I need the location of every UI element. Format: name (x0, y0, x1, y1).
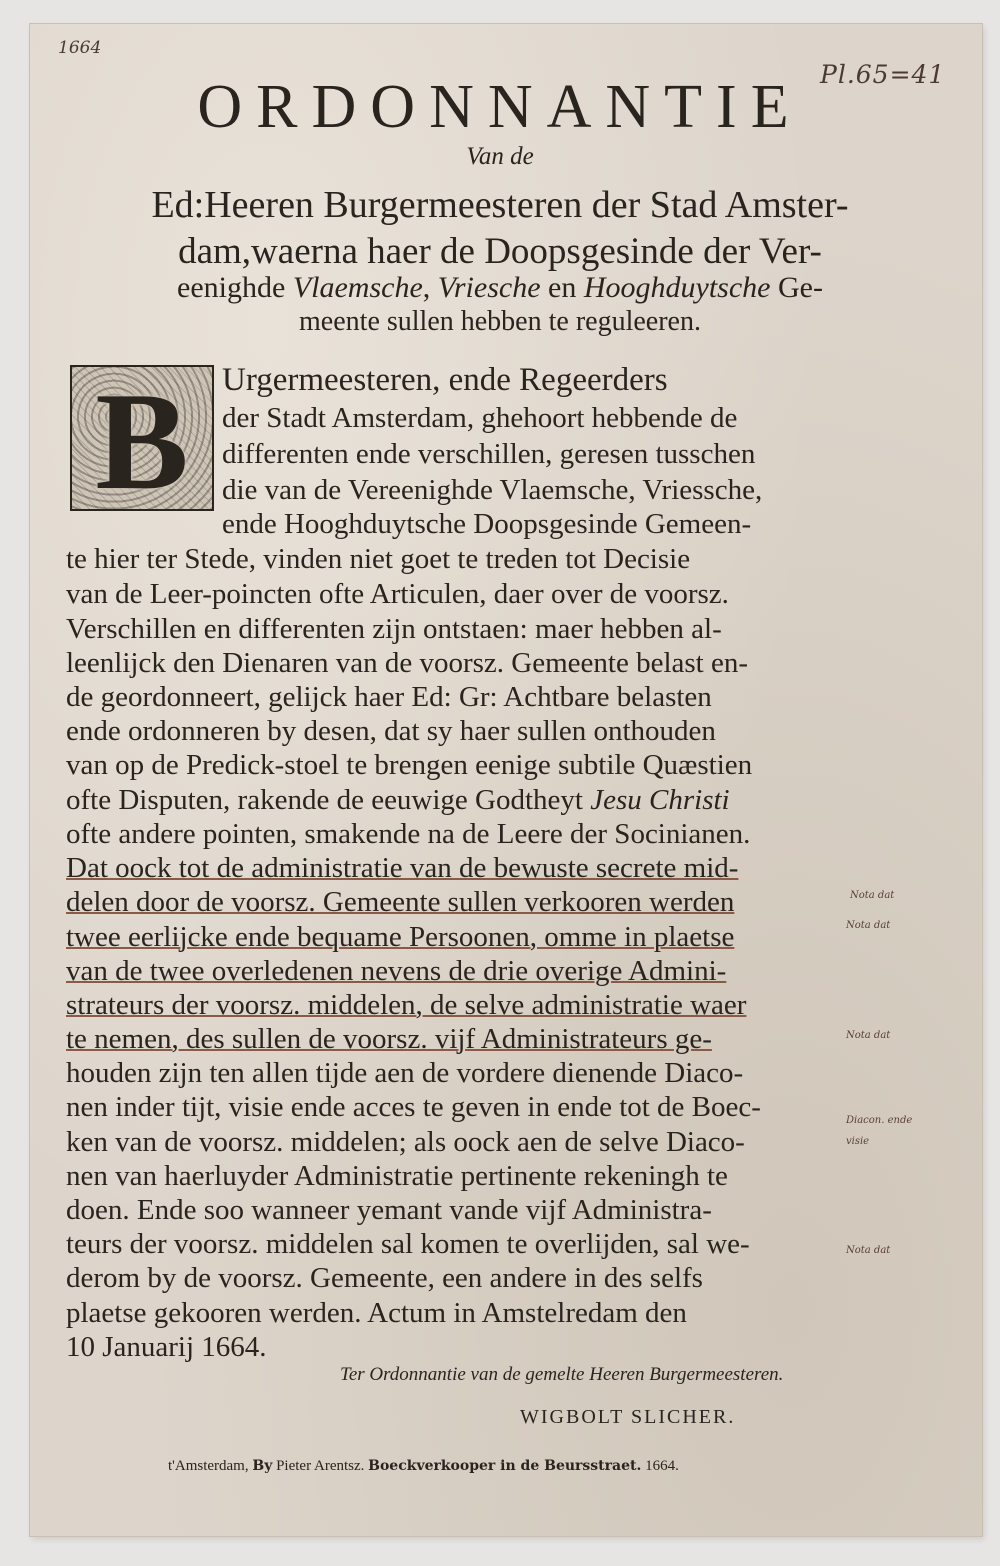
imprint-printer: Pieter Arentsz. (272, 1458, 369, 1474)
decorated-initial-letter: B (95, 364, 189, 519)
decorated-initial (70, 364, 214, 519)
body-line-6: te hier ter Stede, vinden niet goet te treden tot Decisie (66, 543, 691, 575)
body-line-12: van op de Predick-stoel te brengen eenige subtile Quæstien (66, 749, 753, 781)
signatory-name: WIGBOLT SLICHER. (520, 1406, 736, 1428)
body-line-5: ende Hooghduytsche Doopsgesinde Gemeen- (222, 508, 752, 540)
heading-line-3-pre: eenighde (177, 271, 293, 304)
attestation-line: Ter Ordonnantie van de gemelte Heeren Burgermeesteren. (340, 1364, 784, 1385)
heading-vlaemsche: Vlaemsche (292, 271, 423, 304)
heading-line-3-post: Ge- (770, 271, 823, 304)
body-line-16: delen door de voorsz. Gemeente sullen verkooren werden (66, 886, 735, 918)
handwritten-year-note: 1664 (58, 38, 102, 58)
imprint-place: t'Amsterdam, (168, 1458, 253, 1474)
document-title: ORDONNANTIE (197, 73, 803, 141)
body-line-23: ken van de voorsz. middelen; als oock aen de selve Diaco- (66, 1126, 745, 1158)
heading-hooghduytsche: Hooghduytsche (583, 271, 771, 304)
printer-imprint (168, 1458, 679, 1475)
imprint-by: By (252, 1458, 273, 1474)
body-line-10: de geordonneert, gelijck haer Ed: Gr: Achtbare belasten (66, 681, 712, 713)
body-line-26: teurs der voorsz. middelen sal komen te overlijden, sal we- (66, 1228, 750, 1260)
body-line-9: leenlijck den Dienaren van de voorsz. Gemeente belast en- (66, 647, 749, 679)
body-line-18: van de twee overledenen nevens de drie overige Admini- (66, 955, 727, 987)
margin-note-5: visie (846, 1136, 870, 1147)
body-line-13-text: ofte Disputen, rakende de eeuwige Godtheyt (66, 784, 591, 816)
margin-note-3: Nota dat (846, 1030, 891, 1041)
margin-note-6: Nota dat (846, 1245, 891, 1256)
margin-note-1: Nota dat (850, 890, 895, 901)
body-line-21: houden zijn ten allen tijde aen de vordere dienende Diaco- (66, 1057, 744, 1089)
body-line-15: Dat oock tot de administratie van de bewuste secrete mid- (66, 852, 739, 884)
heading-vriesche: Vriesche (437, 271, 541, 304)
body-line-24: nen van haerluyder Administratie pertinente rekeningh te (66, 1160, 728, 1192)
body-line-7: van de Leer-poincten ofte Articulen, daer over de voorsz. (66, 578, 729, 610)
body-line-1: Urgermeesteren, ende Regeerders (222, 362, 668, 398)
imprint-year: 1664. (641, 1458, 679, 1474)
handwritten-shelf-mark: Pl.65=41 (820, 60, 946, 89)
body-line-13-jesu-christi: Jesu Christi (590, 784, 730, 816)
body-line-4: die van de Vereenighde Vlaemsche, Vriessche, (222, 474, 763, 506)
heading-line-1: Ed:Heeren Burgermeesteren der Stad Amster- (151, 184, 849, 226)
margin-note-2: Nota dat (846, 920, 891, 931)
body-line-28: plaetse gekooren werden. Actum in Amstelredam den (66, 1297, 687, 1329)
title-van-de: Van de (466, 143, 534, 170)
heading-line-3-sep2: en (540, 271, 584, 304)
heading-line-3-sep1: , (422, 271, 438, 304)
body-line-25: doen. Ende soo wanneer yemant vande vijf Administra- (66, 1194, 712, 1226)
heading-line-2: dam,waerna haer de Doopsgesinde der Ver- (178, 231, 822, 272)
body-line-19: strateurs der voorsz. middelen, de selve administratie waer (66, 989, 747, 1021)
body-line-17: twee eerlijcke ende bequame Persoonen, omme in plaetse (66, 921, 735, 953)
body-line-29: 10 Januarij 1664. (66, 1331, 267, 1363)
body-line-11: ende ordonneren by desen, dat sy haer sullen onthouden (66, 715, 716, 747)
imprint-trade: Boeckverkooper in de Beursstraet. (368, 1458, 642, 1474)
body-line-22: nen inder tijt, visie ende acces te geven in ende tot de Boec- (66, 1091, 761, 1123)
body-line-20: te nemen, des sullen de voorsz. vijf Administrateurs ge- (66, 1023, 712, 1055)
body-line-2: der Stadt Amsterdam, ghehoort hebbende de (222, 402, 738, 434)
body-line-13 (66, 784, 730, 817)
body-line-14: ofte andere pointen, smakende na de Leere der Socinianen. (66, 818, 751, 850)
heading-line-3 (0, 271, 1000, 305)
body-line-27: derom by de voorsz. Gemeente, een andere in des selfs (66, 1262, 703, 1294)
heading-line-4: meente sullen hebben te reguleeren. (299, 306, 701, 337)
margin-note-4: Diacon. ende (846, 1115, 913, 1126)
body-line-3: differenten ende verschillen, geresen tusschen (222, 438, 756, 470)
body-line-8: Verschillen en differenten zijn ontstaen: maer hebben al- (66, 613, 722, 645)
